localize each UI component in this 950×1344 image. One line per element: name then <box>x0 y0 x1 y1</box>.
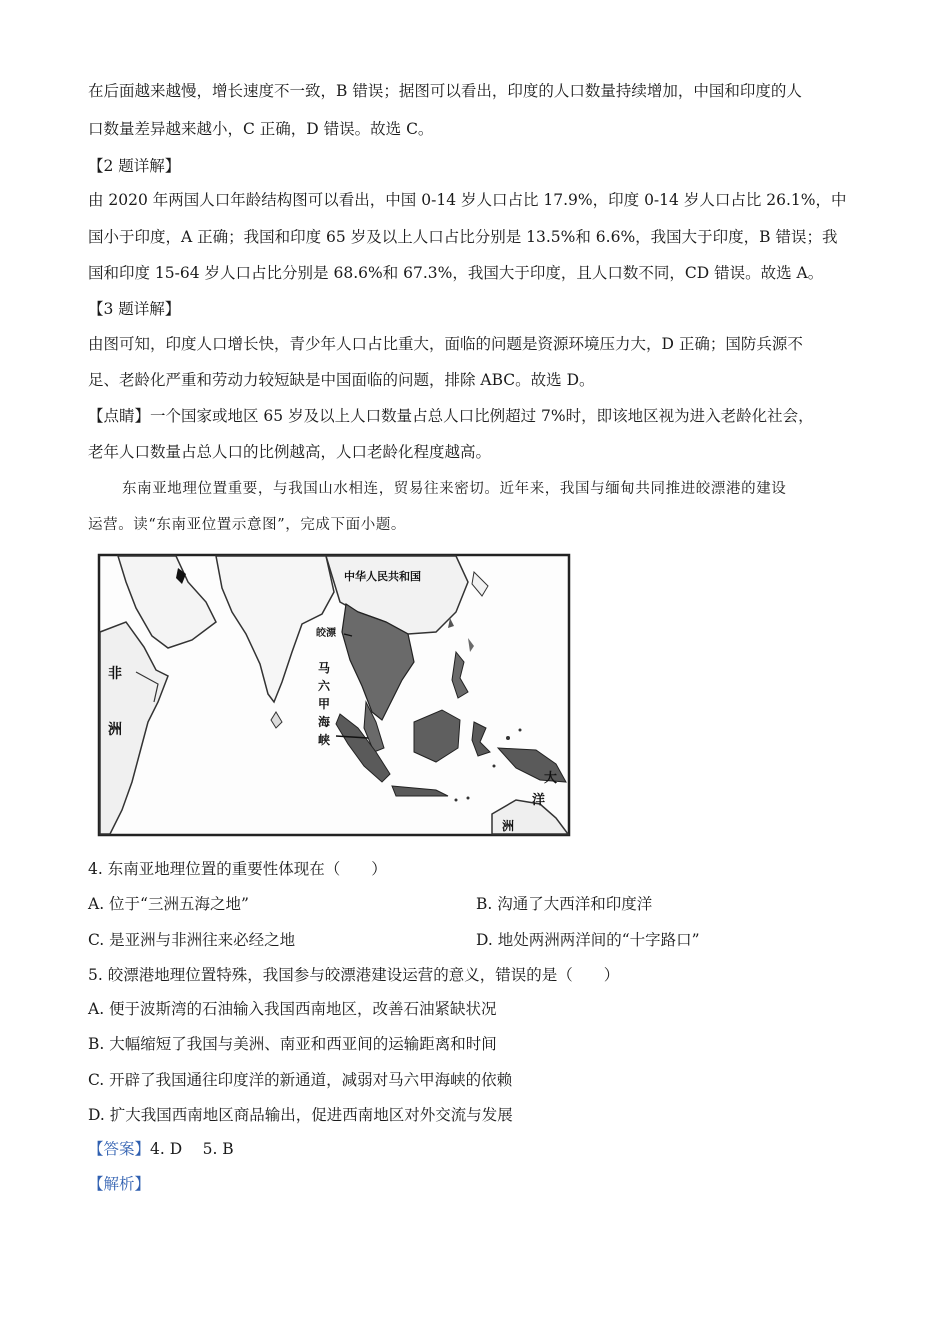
map-label-kyaukpyu: 皎漂 <box>316 628 336 639</box>
q4-option-a[interactable]: A. 位于“三洲五海之地” <box>88 895 249 913</box>
map-label-malacca: 六 <box>318 679 331 693</box>
q2-line: 国和印度 15-64 岁人口占比分别是 68.6%和 67.3%，我国大于印度，且人口数不同，CD 错误。故选 A。 <box>88 264 824 282</box>
answer-value: 4. D 5. B <box>150 1140 234 1158</box>
q3-line: 由图可知，印度人口增长快，青少年人口占比重大，面临的问题是资源环境压力大，D 正确；国防兵源不 <box>88 335 803 353</box>
southeast-asia-map <box>96 552 572 838</box>
map-label-africa: 非 <box>108 666 122 682</box>
question-4-stem: 4. 东南亚地理位置的重要性体现在（ ） <box>88 860 387 878</box>
q2-line: 国小于印度，A 正确；我国和印度 65 岁及以上人口占比分别是 13.5%和 6.6%，我国大于印度，B 错误；我 <box>88 228 838 246</box>
answer-label: 【答案】 <box>88 1140 151 1158</box>
question-5-stem: 5. 皎漂港地理位置特殊，我国参与皎漂港建设运营的意义，错误的是（ ） <box>88 966 620 984</box>
q2-line: 由 2020 年两国人口年龄结构图可以看出，中国 0-14 岁人口占比 17.9%，印度 0-14 岁人口占比 26.1%，中 <box>88 191 847 209</box>
q5-option-a[interactable]: A. 便于波斯湾的石油输入我国西南地区，改善石油紧缺状况 <box>88 1000 497 1018</box>
q4-option-b[interactable]: B. 沟通了大西洋和印度洋 <box>476 895 653 913</box>
map-label-malacca: 峡 <box>318 733 331 747</box>
map-label-africa: 洲 <box>108 722 122 738</box>
answer-row <box>88 1138 234 1160</box>
q4-option-d[interactable]: D. 地处两洲两洋间的“十字路口” <box>476 931 700 949</box>
tip-line: 老年人口数量占总人口的比例越高，人口老龄化程度越高。 <box>88 443 492 461</box>
map-label-ocean: 大 <box>544 771 558 786</box>
map-label-oceania: 洲 <box>502 819 515 833</box>
q5-option-b[interactable]: B. 大幅缩短了我国与美洲、南亚和西亚间的运输距离和时间 <box>88 1035 497 1053</box>
q3-heading: 【3 题详解】 <box>88 300 181 318</box>
map-label-malacca: 海 <box>318 715 331 729</box>
map-label-malacca: 甲 <box>318 697 331 711</box>
tip-line: 【点睛】一个国家或地区 65 岁及以上人口数量占总人口比例超过 7%时，即该地区视为进入老龄化社会， <box>88 407 814 425</box>
q4-option-c[interactable]: C. 是亚洲与非洲往来必经之地 <box>88 931 296 949</box>
map-label-china: 中华人民共和国 <box>344 570 421 583</box>
map-label-malacca: 马 <box>318 661 331 675</box>
intro-line: 东南亚地理位置重要，与我国山水相连，贸易往来密切。近年来，我国与缅甸共同推进皎漂港的建设 <box>122 481 787 497</box>
q3-line: 足、老龄化严重和劳动力较短缺是中国面临的问题，排除 ABC。故选 D。 <box>88 371 595 389</box>
q2-heading: 【2 题详解】 <box>88 157 181 175</box>
paragraph-line: 在后面越来越慢，增长速度不一致，B 错误；据图可以看出，印度的人口数量持续增加，中国和印度的人 <box>88 82 802 100</box>
analysis-label: 【解析】 <box>88 1175 151 1193</box>
map-label-ocean: 洋 <box>532 793 546 808</box>
q5-option-c[interactable]: C. 开辟了我国通往印度洋的新通道，减弱对马六甲海峡的依赖 <box>88 1071 513 1089</box>
paragraph-line: 口数量差异越来越小，C 正确，D 错误。故选 C。 <box>88 120 434 138</box>
q5-option-d[interactable]: D. 扩大我国西南地区商品输出，促进西南地区对外交流与发展 <box>88 1106 513 1124</box>
intro-line: 运营。读“东南亚位置示意图”，完成下面小题。 <box>88 517 407 533</box>
